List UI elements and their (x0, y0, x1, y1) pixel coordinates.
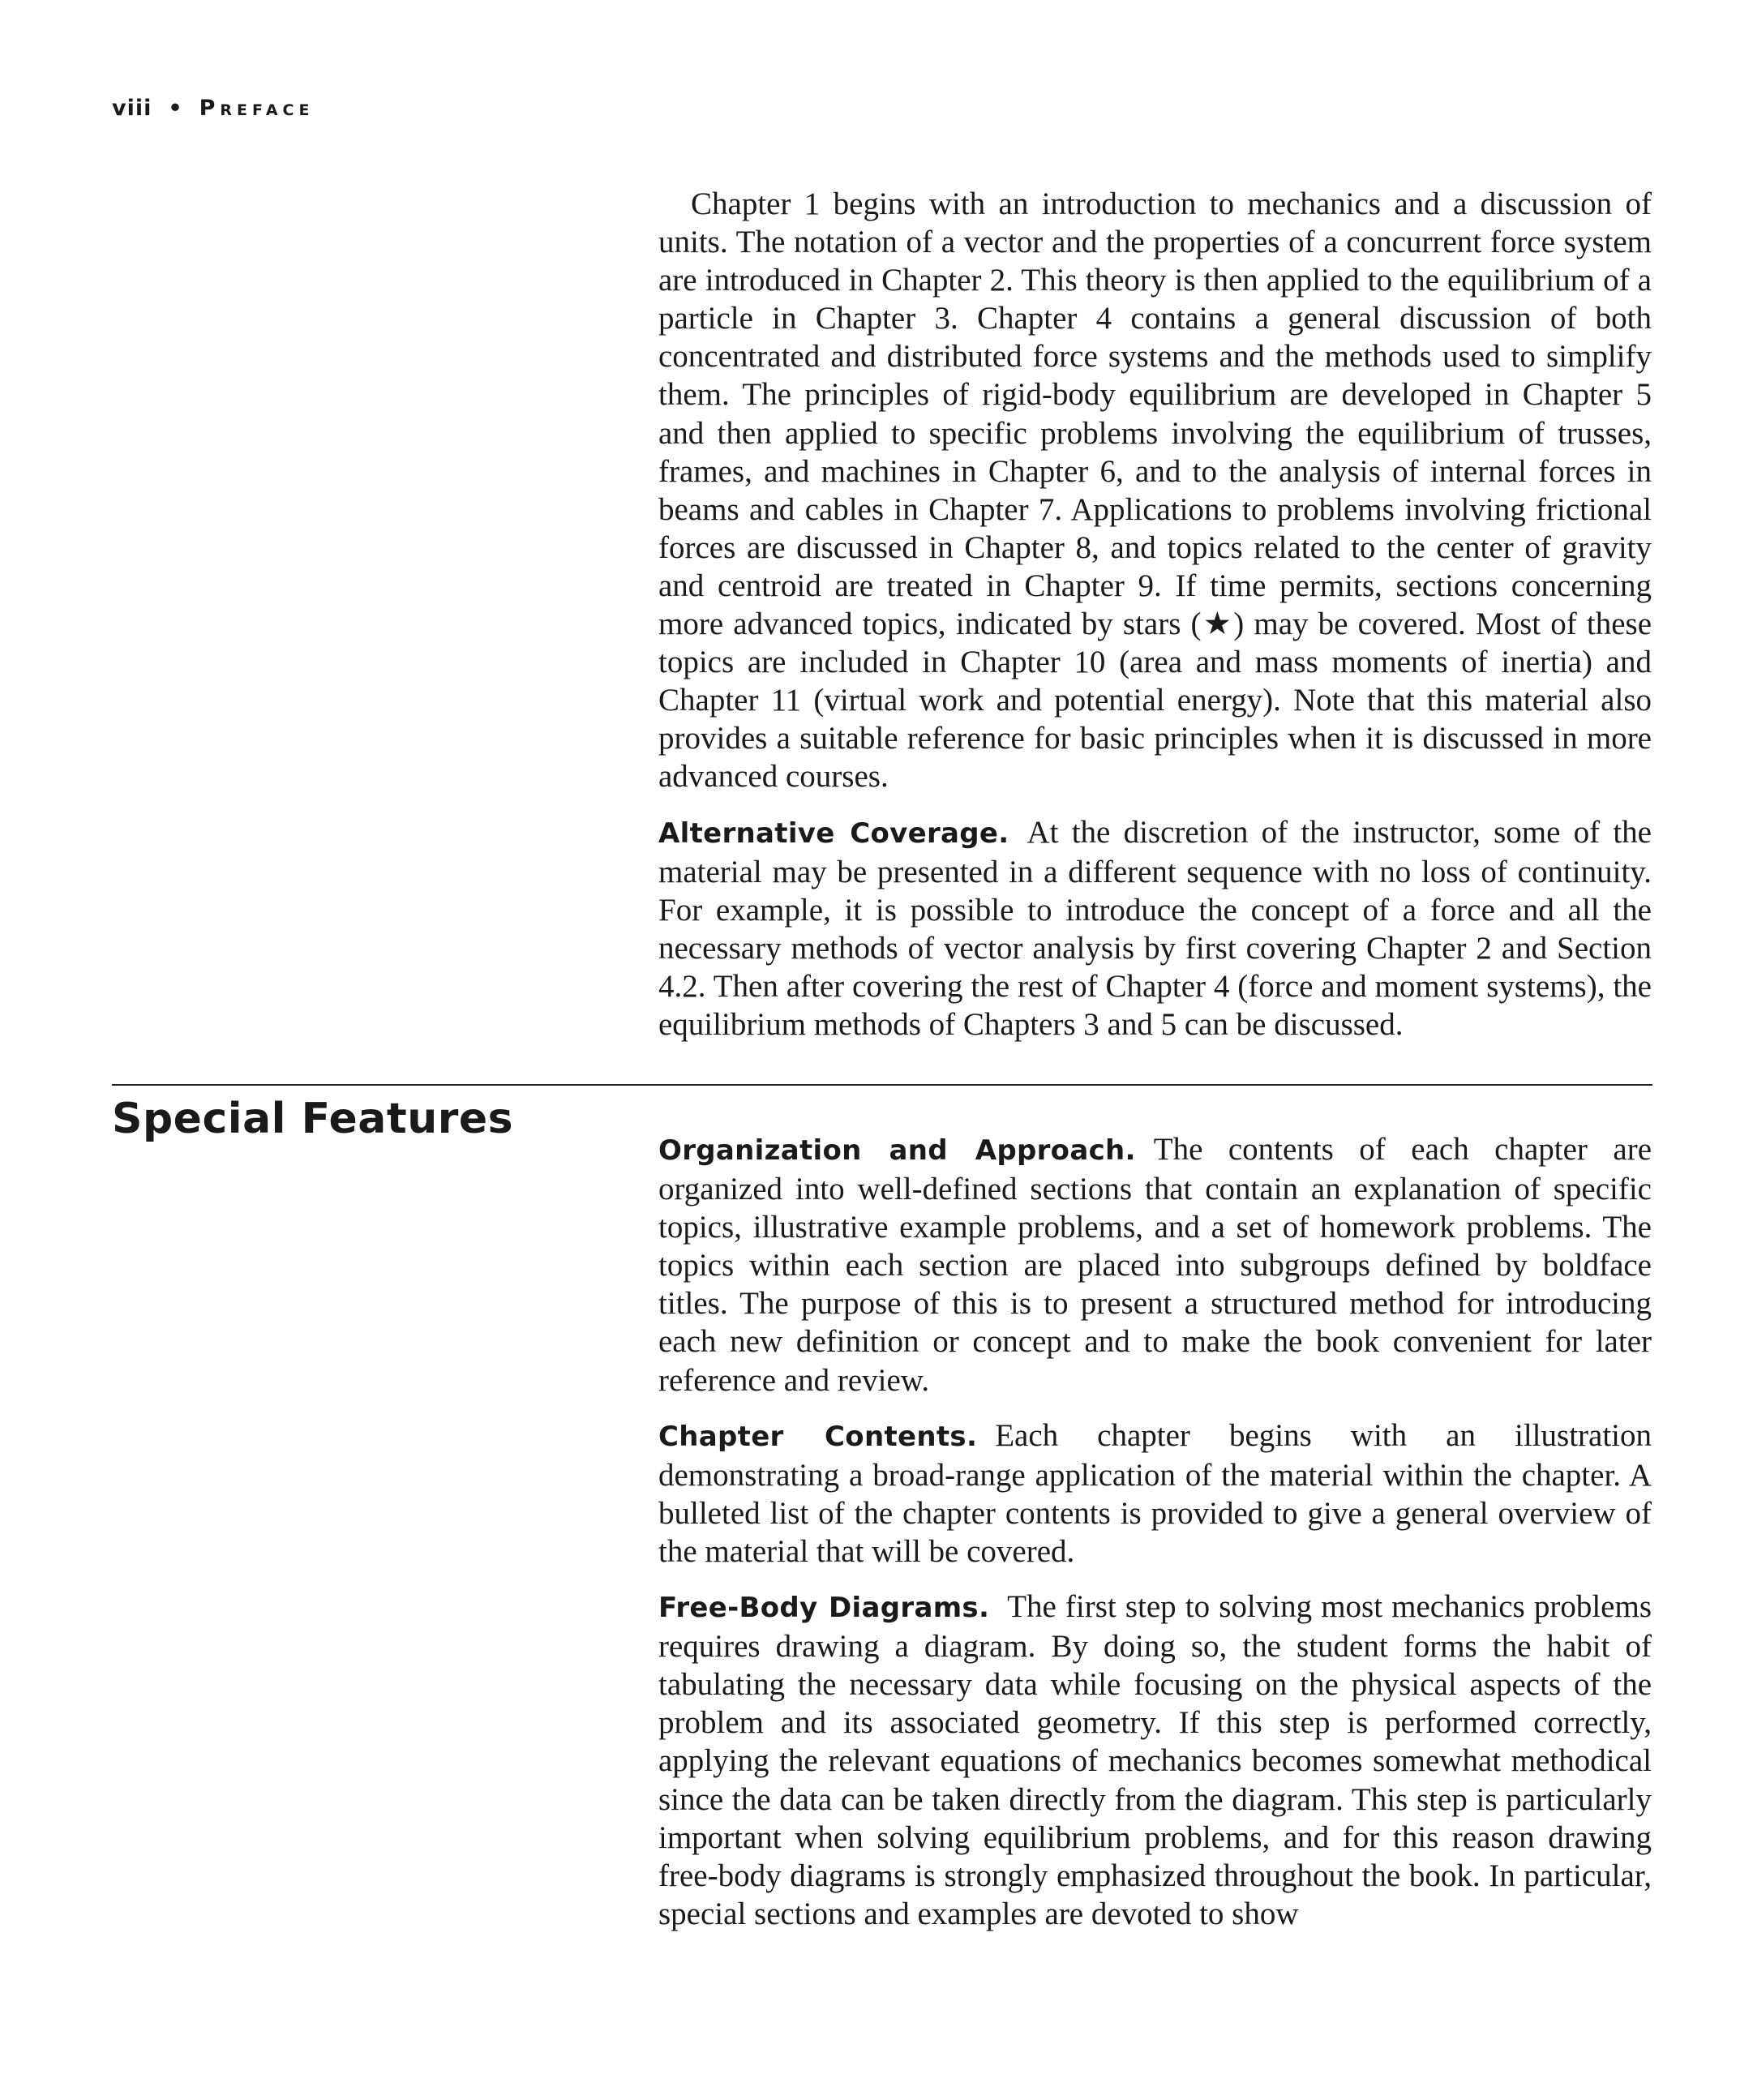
chapter-contents-text: Each chapter begins with an illustration demonstrating a broad-range application of the material within the chapter. A bulleted list of the chapter contents is provided to give a general overview of the material that will be covered. (658, 1417, 1652, 1569)
header-separator: • (168, 96, 183, 121)
organization-heading: Organization and Approach. (658, 1134, 1136, 1167)
free-body-paragraph (658, 1588, 1652, 1933)
organization-text: The contents of each chapter are organized into well-defined sections that contain an explanation of specific topics, illustrative example problems, and a set of homework problems. The topics within each section are placed into subgroups defined by boldface titles. The purpose of this is to present a structured method for introducing each new definition or concept and to make the book convenient for later reference and review. (658, 1132, 1652, 1398)
special-features-column (658, 1130, 1652, 1950)
alternative-coverage-text: At the discretion of the instructor, some of the material may be presented in a different sequence with no loss of continuity. For example, it is possible to introduce the concept of a force and all the necessary methods of vector analysis by first covering Chapter 2 and Section 4.2. Then after covering the rest of Chapter 4 (force and moment systems), the equilibrium methods of Chapters 3 and 5 can be discussed. (658, 814, 1652, 1042)
chapter-contents-heading: Chapter Contents. (658, 1420, 978, 1453)
alternative-coverage-heading: Alternative Coverage. (658, 816, 1009, 850)
section-divider (112, 1084, 1652, 1086)
free-body-text: The first step to solving most mechanics problems requires drawing a diagram. By doing so, the student forms the habit of tabulating the necessary data while focusing on the physical aspects of the problem and its associated geometry. If this step is performed correctly, applying the relevant equations of mechanics becomes somewhat methodical since the data can be taken directly from the diagram. This step is particularly important when solving equilibrium problems, and for this reason drawing free-body diagrams is strongly emphasized throughout the book. In particular, special sections and examples are devoted to show (658, 1589, 1652, 1931)
chapter-contents-paragraph (658, 1416, 1652, 1571)
alternative-coverage-paragraph (658, 813, 1652, 1044)
intro-paragraph: Chapter 1 begins with an introduction to mechanics and a discussion of units. The notation of a vector and the properties of a concurrent force system are introduced in Chapter 2. This theory is then applied to the equilibrium of a particle in Chapter 3. Chapter 4 contains a general discussion of both concentrated and distributed force systems and the methods used to simplify them. The principles of rigid-body equilibrium are developed in Chapter 5 and then applied to specific problems involving the equilibrium of trusses, frames, and machines in Chapter 6, and to the analysis of internal forces in beams and cables in Chapter 7. Applications to problems involving frictional forces are discussed in Chapter 8, and topics related to the center of gravity and centroid are treated in Chapter 9. If time permits, sections concerning more advanced topics, indicated by stars (★) may be covered. Most of these topics are included in Chapter 10 (area and mass moments of inertia) and Chapter 11 (virtual work and potential energy). Note that this material also provides a suitable reference for basic principles when it is discussed in more advanced courses. (658, 186, 1652, 795)
special-features-heading: Special Features (112, 1095, 514, 1143)
organization-paragraph (658, 1130, 1652, 1399)
free-body-heading: Free-Body Diagrams. (658, 1592, 990, 1625)
page-number: viii (112, 96, 152, 121)
running-title: Preface (199, 96, 315, 121)
running-header (112, 96, 314, 121)
upper-text-column (658, 185, 1652, 1061)
